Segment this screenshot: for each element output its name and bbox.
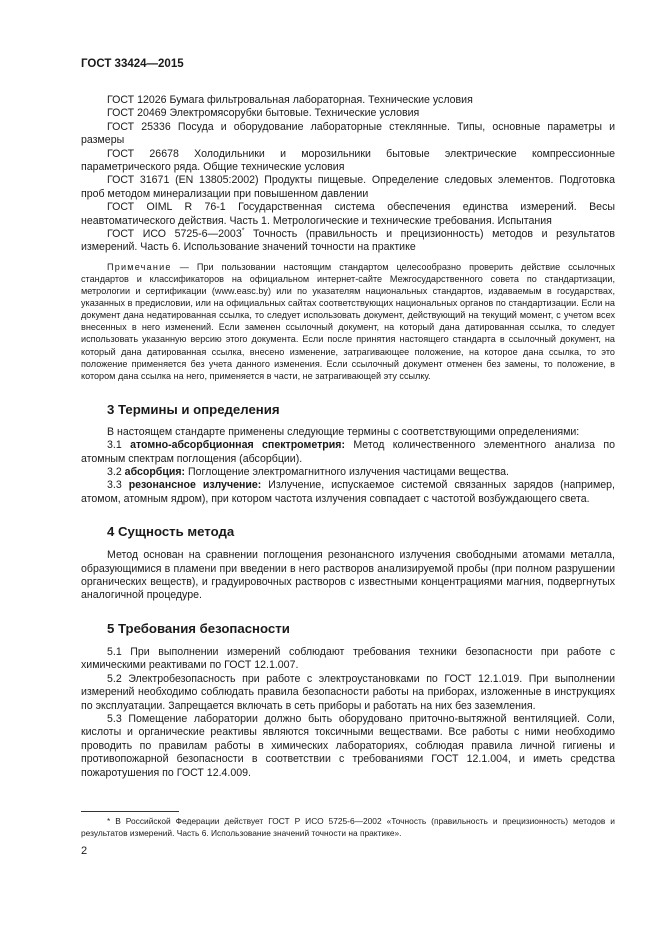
term-number: 3.1 — [107, 439, 131, 452]
safety-paragraph: 5.3 Помещение лаборатории должно быть оборудовано приточно-вытяжной вентиляцией. Соли, кислоты и органические реактивы являются токсичными веществами. Все работы с ними необходимо проводить по правилам работы в химических лабораториях, соблюдая правила личной гигиены и противопожарной безопасности в соответствии с требованиями ГОСТ 12.1.004, и иметь средства пожаротушения по ГОСТ 12.4.009. — [81, 712, 615, 779]
reference-iso-title: Точность (правильность и прецизионность) методов и результатов измерений. Часть 6. Использование значений точности на практике — [81, 228, 615, 254]
section-3-heading: 3 Термины и определения — [107, 401, 280, 417]
reference-iso-code: ГОСТ ИСО 5725-6—2003 — [107, 228, 242, 241]
references-note — [81, 261, 615, 382]
document-page — [81, 54, 615, 780]
footnote-divider — [81, 811, 179, 812]
term-number: 3.3 — [107, 479, 129, 492]
reference-item: ГОСТ 20469 Электромясорубки бытовые. Технические условия — [107, 107, 420, 120]
term-text: Поглощение электромагнитного излучения частицами вещества. — [185, 466, 509, 479]
note-text: — При пользовании настоящим стандартом целесообразно проверить действие ссылочных стандартов и классификаторов на официальном интернет-сайте Межгосударственного совета по стандартизации, метрологии и сертификации (www.easc.by) или по указателям национальных стандартов, издаваемым в государствах, указанных в предисловии, или на официальных сайтах соответствующих национальных органов по стандартизации. Если на документ дана недатированная ссылка, то следует использовать документ, действующий на текущий момент, с учетом всех внесенных в него изменений. Если заменен ссылочный документ, на который дана датированная ссылка, то следует использовать указанную версию этого документа. Если после принятия настоящего стандарта в ссылочный документ, на который дана датированная ссылка, внесено изменение, затрагивающее положение, на которое дана ссылка, то это положение применяется без учета данного изменения. Если ссылочный документ отменен без замены, то положение, в котором дана ссылка на него, применяется в части, не затрагивающей эту ссылку. — [81, 261, 615, 381]
section-4-text: Метод основан на сравнении поглощения резонансного излучения свободными атомами металла, образующимися в пламени при введении в него растворов анализируемой пробы (при полном разрушении органических веществ), и градуировочных растворов с известными концентрациями магния, подвергнутых аналогичной процедуре. — [81, 549, 615, 602]
section-3-intro: В настоящем стандарте применены следующие термины с соответствующими определениями: — [107, 425, 580, 438]
safety-paragraph: 5.2 Электробезопасность при работе с электроустановками по ГОСТ 12.1.019. При выполнении измерений необходимо соблюдать правила безопасности работы на приборах, изложенные в инструкциях по эксплуатации. Запрещается включать в сеть приборы и работать на них без заземления. — [81, 672, 615, 712]
term-name: абсорбция: — [124, 466, 186, 479]
term-text: Излучение, испускаемое системой связанных зарядов (например, атомом, атомным ядром), при котором частота излучения совпадает с частотой возбуждающего света. — [81, 479, 615, 505]
reference-item-iso — [81, 228, 615, 255]
reference-item: ГОСТ 12026 Бумага фильтровальная лабораторная. Технические условия — [107, 94, 473, 106]
page-number: 2 — [81, 845, 88, 857]
term-name: атомно-абсорбционная спектрометрия: — [130, 439, 345, 452]
reference-item: ГОСТ 25336 Посуда и оборудование лабораторные стеклянные. Типы, основные параметры и размеры — [81, 120, 615, 147]
term-number: 3.2 — [107, 466, 125, 479]
term-definition — [81, 439, 615, 466]
section-5-heading: 5 Требования безопасности — [107, 620, 290, 636]
footnote: * В Российской Федерации действует ГОСТ Р ИСО 5725-6—2002 «Точность (правильность и прецизионность) методов и результатов измерений. Часть 6. Использование значений точности на практике». — [81, 816, 615, 838]
normative-references — [81, 94, 615, 255]
reference-item: ГОСТ OIML R 76-1 Государственная система обеспечения единства измерений. Весы неавтоматического действия. Часть 1. Метрологические и технические требования. Испытания — [81, 201, 615, 227]
safety-paragraph: 5.1 При выполнении измерений соблюдают требования техники безопасности при работе с химическими реактивами по ГОСТ 12.1.007. — [81, 645, 615, 672]
reference-item: ГОСТ 26678 Холодильники и морозильники бытовые электрические компрессионные параметрического ряда. Общие технические условия — [81, 147, 615, 174]
section-4-heading: 4 Сущность метода — [107, 524, 235, 540]
term-name: резонансное излучение: — [128, 479, 262, 492]
footnote-mark: * — [241, 227, 245, 235]
term-definition — [81, 466, 615, 479]
term-definition — [81, 479, 615, 506]
reference-item: ГОСТ 31671 (EN 13805:2002) Продукты пищевые. Определение следовых элементов. Подготовка проб методом минерализации при повышенном давлении — [81, 174, 615, 200]
note-label: Примечание — [107, 261, 172, 272]
document-header: ГОСТ 33424—2015 — [81, 58, 184, 70]
term-text: Метод количественного элементного анализа по атомным спектрам поглощения (абсорбции). — [81, 439, 616, 465]
